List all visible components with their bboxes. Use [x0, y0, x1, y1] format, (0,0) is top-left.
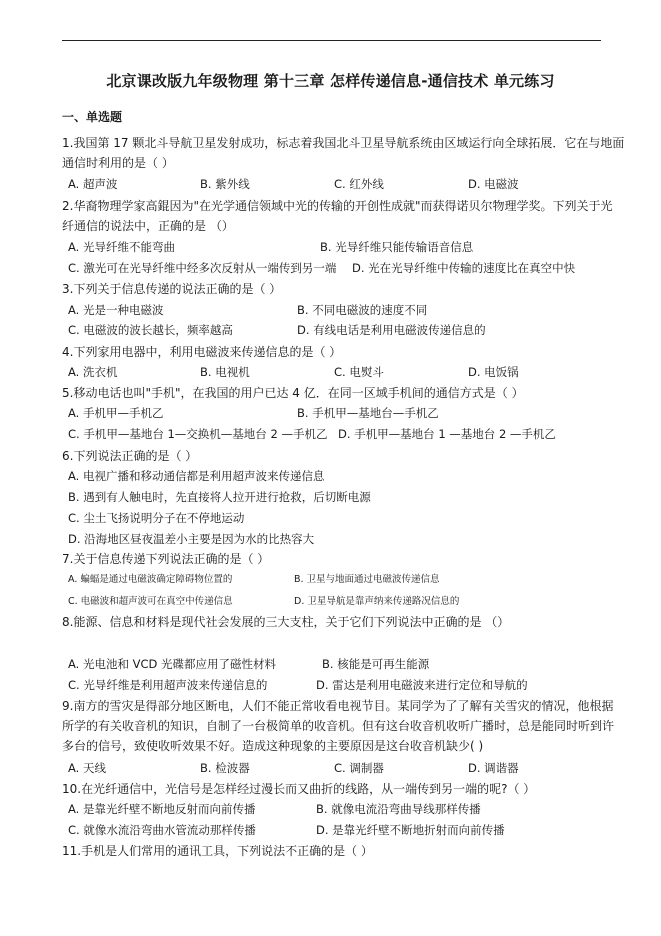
question-3-option-d: D. 有线电话是利用电磁波传递信息的: [297, 323, 486, 337]
question-6-option-b: B. 遇到有人触电时，先直接将人拉开进行抢救，后切断电源: [68, 490, 371, 504]
question-10-stem: 10.在光纤通信中，光信号是怎样经过漫长而又曲折的线路，从一端传到另一端的呢?（ ）: [62, 782, 536, 796]
question-3-option-b: B. 不同电磁波的速度不同: [297, 303, 428, 317]
question-1-option-d: D. 电磁波: [468, 177, 519, 191]
question-8-option-d: D. 雷达是利用电磁波来进行定位和导航的: [316, 678, 528, 692]
question-2-option-a: A. 光导纤维不能弯曲: [68, 240, 175, 254]
question-4-option-a: A. 洗衣机: [68, 365, 118, 379]
question-7-stem: 7.关于信息传递下列说法正确的是（ ）: [62, 552, 270, 566]
question-1-stem: 1.我国第 17 颗北斗导航卫星发射成功，标志着我国北斗卫星导航系统由区域运行向全球拓展．它在与地面 通信时利用的是（ ）: [62, 136, 625, 170]
question-10-option-c: C. 就像水流沿弯曲水管流动那样传播: [68, 823, 256, 837]
question-7-option-c: C. 电磁波和超声波可在真空中传递信息: [68, 596, 233, 607]
question-2-stem: 2.华裔物理学家高錕因为"在光学通信领域中光的传输的开创性成就"而获得诺贝尔物理学奖。下列关于光 纤通信的说法中，正确的是 （）: [62, 199, 613, 233]
question-10-option-d: D. 是靠光纤壁不断地折射而向前传播: [316, 823, 505, 837]
question-1-option-a: A. 超声波: [68, 177, 118, 191]
question-11-stem: 11.手机是人们常用的通讯工具，下列说法不正确的是（ ）: [62, 844, 373, 858]
question-9-option-d: D. 调谐器: [468, 761, 519, 775]
question-5-stem: 5.移动电话也叫"手机"，在我国的用户已达 4 亿．在同一区域手机间的通信方式是（ ）: [62, 386, 524, 400]
section-title: 一、单选题: [62, 110, 123, 124]
question-3-stem: 3.下列关于信息传递的说法正确的是（ ）: [62, 282, 282, 296]
question-3-option-c: C. 电磁波的波长越长，频率越高: [68, 323, 233, 337]
question-7-option-b: B. 卫星与地面通过电磁波传递信息: [294, 574, 440, 585]
question-5-option-c: C. 手机甲—基地台 1—交换机—基地台 2 —手机乙: [68, 427, 328, 441]
question-4-stem: 4.下列家用电器中，利用电磁波来传递信息的是（ ）: [62, 345, 342, 359]
question-6-option-c: C. 尘土飞扬说明分子在不停地运动: [68, 511, 245, 525]
question-8-option-a: A. 光电池和 VCD 光碟都应用了磁性材料: [68, 657, 277, 671]
question-7-option-a: A. 蝙蝠是通过电磁波确定障碍物位置的: [68, 574, 233, 585]
question-5-option-b: B. 手机甲—基地台—手机乙: [297, 406, 439, 420]
question-8-option-c: C. 光导纤维是利用超声波来传递信息的: [68, 678, 268, 692]
question-9-option-b: B. 检波器: [200, 761, 250, 775]
question-6-stem: 6.下列说法正确的是（ ）: [62, 449, 198, 463]
question-8-stem: 8.能源、信息和材料是现代社会发展的三大支柱，关于它们下列说法中正确的是 （）: [62, 615, 510, 629]
question-5-option-a: A. 手机甲—手机乙: [68, 406, 164, 420]
question-7-option-d: D. 卫星导航是靠声纳来传递路况信息的: [294, 596, 460, 607]
question-8-option-b: B. 核能是可再生能源: [322, 657, 430, 671]
question-10-option-b: B. 就像电流沿弯曲导线那样传播: [316, 802, 481, 816]
question-5-option-d: D. 手机甲—基地台 1 —基地台 2 —手机乙: [338, 427, 556, 441]
question-2-option-b: B. 光导纤维只能传输语音信息: [320, 240, 474, 254]
question-3-option-a: A. 光是一种电磁波: [68, 303, 164, 317]
question-4-option-d: D. 电饭锅: [468, 365, 519, 379]
question-10-option-a: A. 是靠光纤壁不断地反射而向前传播: [68, 802, 256, 816]
question-6-option-d: D. 沿海地区昼夜温差小主要是因为水的比热容大: [68, 532, 315, 546]
question-4-option-b: B. 电视机: [200, 365, 250, 379]
question-2-option-d: D. 光在光导纤维中传输的速度比在真空中快: [352, 261, 576, 275]
question-1-option-b: B. 紫外线: [200, 177, 250, 191]
question-2-option-c: C. 激光可在光导纤维中经多次反射从一端传到另一端: [68, 261, 337, 275]
question-9-option-a: A. 天线: [68, 761, 106, 775]
question-9-option-c: C. 调制器: [334, 761, 384, 775]
header-rule: [62, 40, 601, 41]
page-title: 北京课改版九年级物理 第十三章 怎样传递信息-通信技术 单元练习: [106, 72, 555, 90]
question-9-stem: 9.南方的雪灾是得部分地区断电，人们不能正常收看电视节目。某同学为了了解有关雪灾的情况，他根据 所学的有关收音机的知识，自制了一台极简单的收音机。但有这台收音机收听广播时，总是能同时听到许 多台的信号，致使收听效果不好。造成这种现象的主要原因是这台收音机缺少( ): [62, 699, 615, 753]
question-6-option-a: A. 电视广播和移动通信都是利用超声波来传递信息: [68, 469, 325, 483]
question-4-option-c: C. 电熨斗: [334, 365, 384, 379]
question-1-option-c: C. 红外线: [334, 177, 384, 191]
